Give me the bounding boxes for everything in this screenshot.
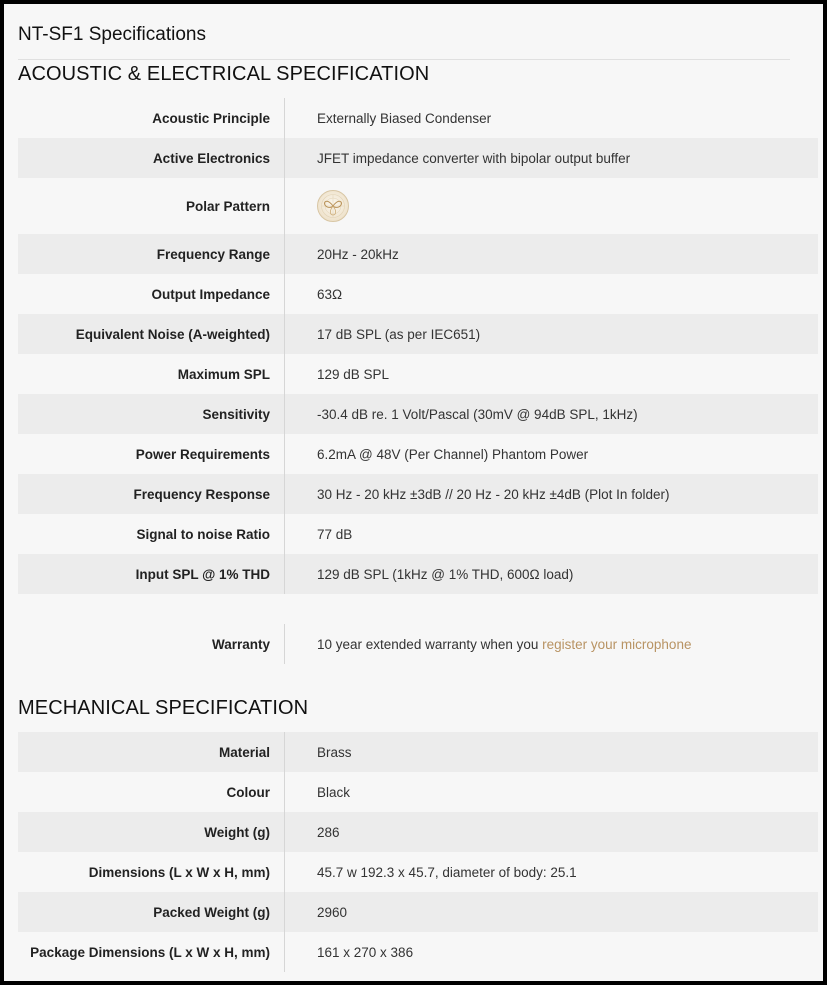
spec-row-active-electronics xyxy=(18,138,818,178)
spec-row-colour xyxy=(18,772,818,812)
row-divider xyxy=(284,932,285,972)
row-divider xyxy=(284,514,285,554)
spec-label: Packed Weight (g) xyxy=(153,904,270,920)
spec-label: Power Requirements xyxy=(135,446,270,462)
spec-row-material xyxy=(18,732,818,772)
spec-label: Material xyxy=(218,744,270,760)
row-divider xyxy=(284,812,285,852)
spec-label: Maximum SPL xyxy=(177,366,270,382)
spec-value: 129 dB SPL xyxy=(317,366,390,382)
spec-row-signal-to-noise xyxy=(18,514,818,554)
spec-row-dimensions xyxy=(18,852,818,892)
spec-label: Acoustic Principle xyxy=(152,110,270,126)
spec-value xyxy=(317,190,349,222)
spec-label: Warranty xyxy=(211,636,270,652)
spec-label: Weight (g) xyxy=(204,824,270,840)
row-divider xyxy=(284,274,285,314)
spec-row-maximum-spl xyxy=(18,354,818,394)
spec-label: Frequency Response xyxy=(133,486,270,502)
spec-value: 77 dB xyxy=(317,526,353,542)
row-divider xyxy=(284,732,285,772)
spec-label: Input SPL @ 1% THD xyxy=(135,566,270,582)
row-divider xyxy=(284,314,285,354)
spec-value: -30.4 dB re. 1 Volt/Pascal (30mV @ 94dB SPL, 1kHz) xyxy=(317,406,638,422)
row-divider xyxy=(284,852,285,892)
spec-value: JFET impedance converter with bipolar output buffer xyxy=(317,150,631,166)
spec-value: 286 xyxy=(317,824,340,840)
row-divider xyxy=(284,554,285,594)
acoustic-section-title: ACOUSTIC & ELECTRICAL SPECIFICATION xyxy=(18,63,430,85)
spec-value: 6.2mA @ 48V (Per Channel) Phantom Power xyxy=(317,446,589,462)
row-divider xyxy=(284,178,285,234)
spec-value: 30 Hz - 20 kHz ±3dB // 20 Hz - 20 kHz ±4dB (Plot In folder) xyxy=(317,486,670,502)
spec-row-output-impedance xyxy=(18,274,818,314)
spec-value: 45.7 w 192.3 x 45.7, diameter of body: 25.1 xyxy=(317,864,577,880)
spec-value: 17 dB SPL (as per IEC651) xyxy=(317,326,481,342)
spec-value: 161 x 270 x 386 xyxy=(317,944,414,960)
row-divider xyxy=(284,772,285,812)
row-divider xyxy=(284,434,285,474)
spec-row-frequency-response xyxy=(18,474,818,514)
spec-value xyxy=(317,637,691,652)
spec-value: 2960 xyxy=(317,904,348,920)
row-divider xyxy=(284,234,285,274)
spec-row-sensitivity xyxy=(18,394,818,434)
spec-value: 63Ω xyxy=(317,286,343,302)
row-divider xyxy=(284,98,285,138)
spec-label: Package Dimensions (L x W x H, mm) xyxy=(30,944,270,960)
page-title: NT-SF1 Specifications xyxy=(18,24,206,45)
spec-label: Colour xyxy=(226,784,270,800)
row-divider xyxy=(284,354,285,394)
spec-label: Equivalent Noise (A-weighted) xyxy=(75,326,270,342)
spec-row-acoustic-principle xyxy=(18,98,818,138)
register-microphone-link[interactable]: register your microphone xyxy=(542,636,692,652)
spec-row-packed-weight xyxy=(18,892,818,932)
polar-pattern-icon xyxy=(317,190,349,222)
mechanical-section-title: MECHANICAL SPECIFICATION xyxy=(18,697,309,719)
spec-value: Black xyxy=(317,784,351,800)
row-divider xyxy=(284,474,285,514)
spec-row-input-spl xyxy=(18,554,818,594)
spec-label: Output Impedance xyxy=(151,286,270,302)
spec-row-warranty xyxy=(18,624,818,664)
warranty-text: 10 year extended warranty when you xyxy=(317,636,543,652)
title-rule xyxy=(18,59,790,60)
spec-label: Sensitivity xyxy=(202,406,270,422)
spec-row-polar-pattern xyxy=(18,178,818,234)
spec-value: Externally Biased Condenser xyxy=(317,110,492,126)
spec-row-frequency-range xyxy=(18,234,818,274)
spec-value: Brass xyxy=(317,744,352,760)
row-divider xyxy=(284,624,285,664)
spec-row-power-requirements xyxy=(18,434,818,474)
row-divider xyxy=(284,394,285,434)
spec-label: Dimensions (L x W x H, mm) xyxy=(88,864,270,880)
row-divider xyxy=(284,892,285,932)
spec-value: 20Hz - 20kHz xyxy=(317,246,399,262)
spec-label: Frequency Range xyxy=(156,246,270,262)
spec-row-package-dimensions xyxy=(18,932,818,972)
spec-label: Active Electronics xyxy=(152,150,270,166)
spec-label: Polar Pattern xyxy=(185,198,270,214)
spec-value: 129 dB SPL (1kHz @ 1% THD, 600Ω load) xyxy=(317,566,574,582)
row-divider xyxy=(284,138,285,178)
spec-label: Signal to noise Ratio xyxy=(136,526,270,542)
spec-row-weight xyxy=(18,812,818,852)
spec-row-equivalent-noise xyxy=(18,314,818,354)
